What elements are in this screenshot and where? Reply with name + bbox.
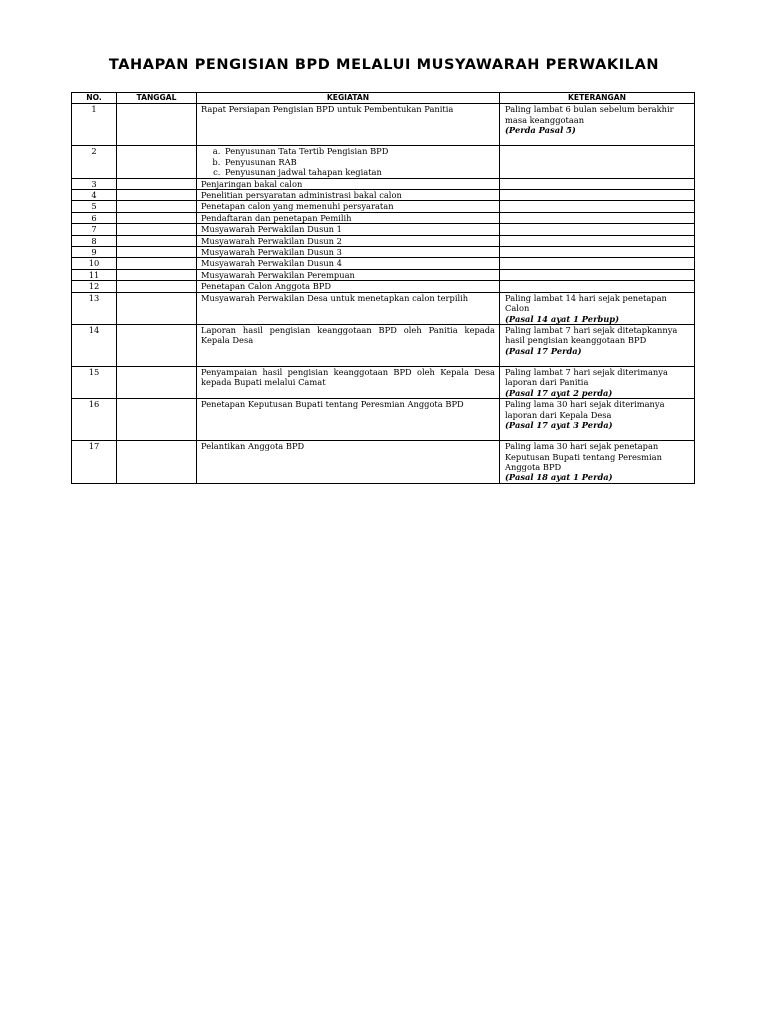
cell-tanggal — [117, 235, 197, 246]
cell-no: 10 — [72, 258, 117, 269]
cell-no: 4 — [72, 190, 117, 201]
kegiatan-subitem: b. Penyusunan RAB — [223, 157, 495, 167]
cell-keterangan — [500, 399, 695, 441]
cell-tanggal — [117, 441, 197, 484]
cell-kegiatan: Penjaringan bakal calon — [197, 178, 500, 189]
cell-tanggal — [117, 324, 197, 366]
cell-tanggal — [117, 190, 197, 201]
cell-tanggal — [117, 281, 197, 292]
cell-no: 17 — [72, 441, 117, 484]
cell-kegiatan: Rapat Persiapan Pengisian BPD untuk Pembentukan Panitia — [197, 104, 500, 146]
cell-tanggal — [117, 104, 197, 146]
cell-keterangan — [500, 324, 695, 366]
cell-keterangan — [500, 212, 695, 223]
legal-reference: (Pasal 17 ayat 3 Perda) — [505, 419, 613, 430]
cell-tanggal — [117, 258, 197, 269]
keterangan-text: Paling lama 30 hari sejak diterimanya laporan dari Kepala Desa — [505, 399, 665, 420]
keterangan-text: Paling lambat 7 hari sejak ditetapkannya hasil pengisian keanggotaan BPD — [505, 324, 678, 346]
cell-tanggal — [117, 224, 197, 235]
cell-keterangan — [500, 258, 695, 269]
cell-tanggal — [117, 292, 197, 324]
table-row — [72, 281, 695, 292]
cell-no: 16 — [72, 399, 117, 441]
cell-kegiatan: Musyawarah Perwakilan Desa untuk menetapkan calon terpilih — [197, 292, 500, 324]
schedule-table — [71, 92, 695, 484]
table-row — [72, 292, 695, 324]
legal-reference: (Pasal 14 ayat 1 Perbup) — [505, 313, 620, 324]
cell-no: 13 — [72, 292, 117, 324]
cell-no: 11 — [72, 269, 117, 280]
cell-kegiatan — [197, 146, 500, 178]
cell-kegiatan: Laporan hasil pengisian keanggotaan BPD oleh Panitia kepada Kepala Desa — [197, 324, 500, 366]
cell-no: 9 — [72, 247, 117, 258]
cell-tanggal — [117, 366, 197, 398]
cell-tanggal — [117, 399, 197, 441]
cell-kegiatan: Penelitian persyaratan administrasi bakal calon — [197, 190, 500, 201]
cell-kegiatan: Musyawarah Perwakilan Perempuan — [197, 269, 500, 280]
kegiatan-subitem: a. Penyusunan Tata Tertib Pengisian BPD — [223, 146, 495, 156]
cell-keterangan — [500, 247, 695, 258]
cell-kegiatan: Musyawarah Perwakilan Dusun 4 — [197, 258, 500, 269]
cell-keterangan — [500, 224, 695, 235]
cell-kegiatan: Musyawarah Perwakilan Dusun 2 — [197, 235, 500, 246]
cell-kegiatan: Pelantikan Anggota BPD — [197, 441, 500, 484]
cell-no: 2 — [72, 146, 117, 178]
table-row — [72, 366, 695, 398]
cell-tanggal — [117, 201, 197, 212]
cell-no: 5 — [72, 201, 117, 212]
cell-tanggal — [117, 247, 197, 258]
table-row — [72, 146, 695, 178]
cell-tanggal — [117, 178, 197, 189]
cell-tanggal — [117, 269, 197, 280]
table-row — [72, 269, 695, 280]
table-row — [72, 104, 695, 146]
cell-no: 7 — [72, 224, 117, 235]
header-no: NO. — [72, 93, 117, 104]
cell-keterangan — [500, 190, 695, 201]
cell-kegiatan: Penyampaian hasil pengisian keanggotaan BPD oleh Kepala Desa kepada Bupati melalui Camat — [197, 366, 500, 398]
cell-no: 8 — [72, 235, 117, 246]
table-row — [72, 258, 695, 269]
document-title: TAHAPAN PENGISIAN BPD MELALUI MUSYAWARAH PERWAKILAN — [108, 57, 660, 73]
cell-keterangan — [500, 269, 695, 280]
legal-reference: (Pasal 18 ayat 1 Perda) — [505, 472, 613, 483]
cell-keterangan — [500, 366, 695, 398]
cell-kegiatan: Musyawarah Perwakilan Dusun 3 — [197, 247, 500, 258]
cell-kegiatan: Penetapan Keputusan Bupati tentang Peresmian Anggota BPD — [197, 399, 500, 441]
table-row — [72, 212, 695, 223]
cell-no: 12 — [72, 281, 117, 292]
cell-keterangan — [500, 292, 695, 324]
legal-reference: (Perda Pasal 5) — [505, 125, 576, 136]
cell-keterangan — [500, 281, 695, 292]
header-keterangan: KETERANGAN — [500, 93, 695, 104]
table-row — [72, 190, 695, 201]
table-row — [72, 224, 695, 235]
keterangan-text: Paling lambat 14 hari sejak penetapan Calon — [505, 292, 667, 314]
cell-kegiatan: Penetapan Calon Anggota BPD — [197, 281, 500, 292]
table-row — [72, 235, 695, 246]
header-tanggal: TANGGAL — [117, 93, 197, 104]
header-kegiatan: KEGIATAN — [197, 93, 500, 104]
legal-reference: (Pasal 17 Perda) — [505, 345, 582, 356]
table-body — [72, 104, 695, 483]
cell-kegiatan: Pendaftaran dan penetapan Pemilih — [197, 212, 500, 223]
cell-keterangan — [500, 441, 695, 484]
cell-tanggal — [117, 146, 197, 178]
table-row — [72, 201, 695, 212]
kegiatan-subitem: c. Penyusunan jadwal tahapan kegiatan — [223, 167, 495, 177]
cell-tanggal — [117, 212, 197, 223]
keterangan-text: Paling lambat 7 hari sejak diterimanya laporan dari Panitia — [505, 366, 668, 388]
table-row — [72, 441, 695, 484]
table-row — [72, 324, 695, 366]
cell-keterangan — [500, 235, 695, 246]
table-row — [72, 178, 695, 189]
keterangan-text: Paling lambat 6 bulan sebelum berakhir masa keanggotaan — [505, 104, 674, 125]
cell-keterangan — [500, 104, 695, 146]
cell-keterangan — [500, 201, 695, 212]
cell-no: 6 — [72, 212, 117, 223]
cell-no: 14 — [72, 324, 117, 366]
legal-reference: (Pasal 17 ayat 2 perda) — [505, 387, 613, 398]
table-row — [72, 399, 695, 441]
cell-no: 3 — [72, 178, 117, 189]
cell-no: 1 — [72, 104, 117, 146]
cell-keterangan — [500, 146, 695, 178]
cell-kegiatan: Penetapan calon yang memenuhi persyaratan — [197, 201, 500, 212]
cell-keterangan — [500, 178, 695, 189]
cell-no: 15 — [72, 366, 117, 398]
table-header-row — [72, 93, 695, 104]
keterangan-text: Paling lama 30 hari sejak penetapan Keputusan Bupati tentang Peresmian Anggota BPD — [505, 441, 662, 472]
kegiatan-sublist — [201, 146, 495, 177]
cell-kegiatan: Musyawarah Perwakilan Dusun 1 — [197, 224, 500, 235]
table-row — [72, 247, 695, 258]
